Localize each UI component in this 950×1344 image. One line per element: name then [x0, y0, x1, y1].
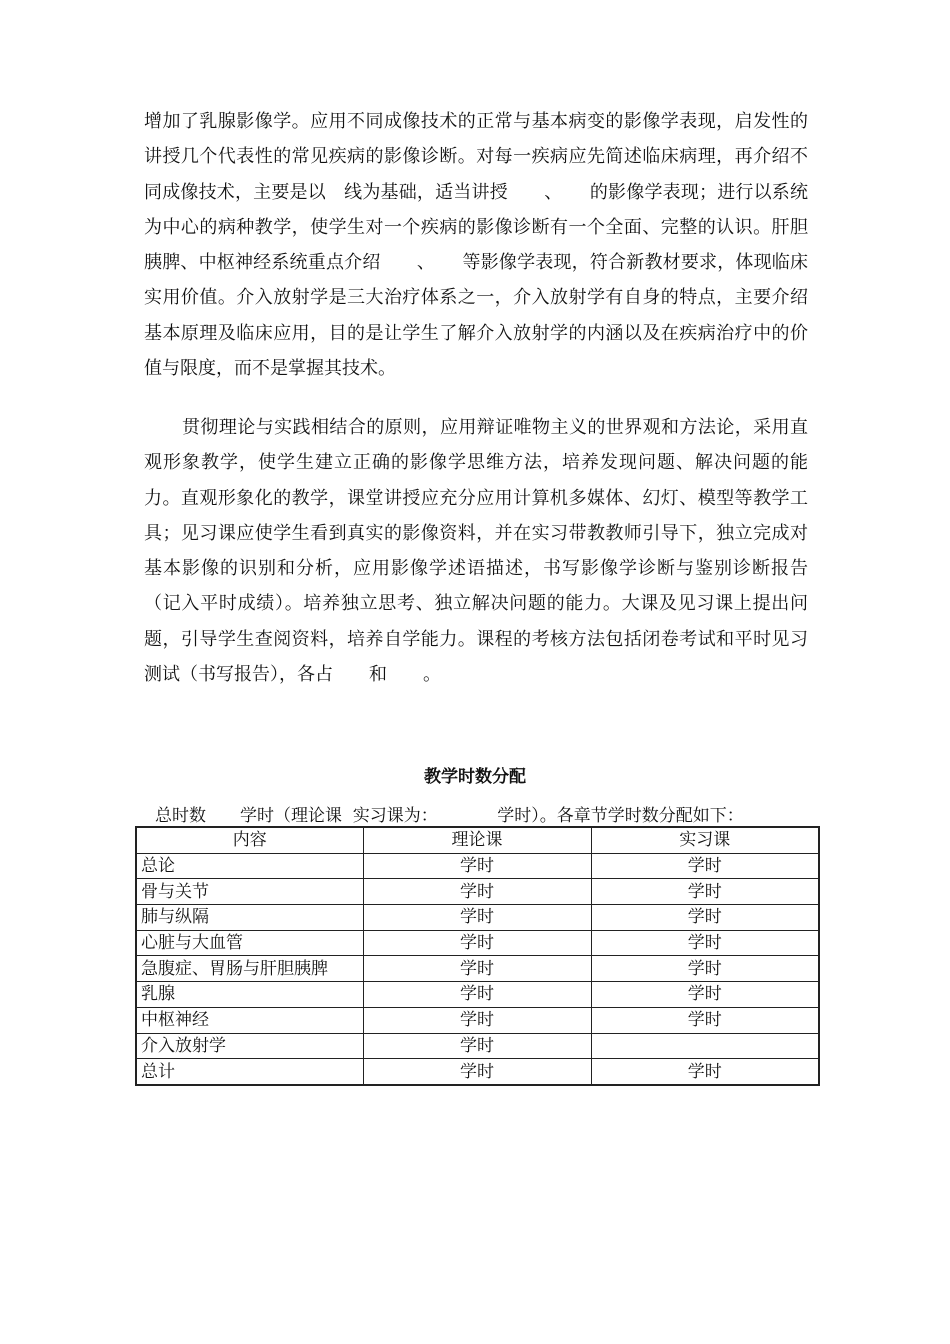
row-theory-hours: 学时 [363, 956, 591, 982]
row-practice-hours [591, 1033, 819, 1059]
total-practice-hours: 学时 [591, 1059, 819, 1085]
table-row [136, 982, 819, 1008]
row-practice-hours: 学时 [591, 905, 819, 931]
table-total-row [136, 1059, 819, 1085]
section-title: 教学时数分配 [424, 767, 526, 787]
header-content: 内容 [136, 827, 363, 853]
table-row [136, 905, 819, 931]
row-theory-hours: 学时 [363, 1007, 591, 1033]
total-label: 总计 [136, 1059, 363, 1085]
row-content: 乳腺 [136, 982, 363, 1008]
row-theory-hours: 学时 [363, 982, 591, 1008]
row-practice-hours: 学时 [591, 1007, 819, 1033]
body-paragraph-1: 增加了乳腺影像学。应用不同成像技术的正常与基本病变的影像学表现，启发性的讲授几个代表性的常见疾病的影像诊断。对每一疾病应先简述临床病理，再介绍不同成像技术，主要是以 线为基础，适当讲授 、 的影像学表现；进行以系统为中心的病种教学，使学生对一个疾病的影像诊断有一个全面、完整的认识。肝胆胰脾、中枢神经系统重点介绍 、 等影像学表现，符合新教材要求，体现临床实用价值。介入放射学是三大治疗体系之一，介入放射学有自身的特点，主要介绍基本原理及临床应用，目的是让学生了解介入放射学的内涵以及在疾病治疗中的价值与限度，而不是掌握其技术。 [144, 111, 808, 380]
row-practice-hours: 学时 [591, 982, 819, 1008]
table-row [136, 879, 819, 905]
row-content: 肺与纵隔 [136, 905, 363, 931]
hours-intro-text: 总时数 学时（理论课 实习课为： 学时）。各章节学时数分配如下： [155, 806, 744, 826]
row-practice-hours: 学时 [591, 879, 819, 905]
table-row [136, 853, 819, 879]
table-row [136, 1007, 819, 1033]
header-theory: 理论课 [363, 827, 591, 853]
table-header-row [136, 827, 819, 853]
row-content: 心脏与大血管 [136, 930, 363, 956]
row-theory-hours: 学时 [363, 905, 591, 931]
body-paragraph-2: 贯彻理论与实践相结合的原则，应用辩证唯物主义的世界观和方法论，采用直观形象教学，使学生建立正确的影像学思维方法，培养发现问题、解决问题的能力。直观形象化的教学，课堂讲授应充分应用计算机多媒体、幻灯、模型等教学工具；见习课应使学生看到真实的影像资料，并在实习带教教师引导下，独立完成对基本影像的识别和分析，应用影像学述语描述，书写影像学诊断与鉴别诊断报告（记入平时成绩）。培养独立思考、独立解决问题的能力。大课及见习课上提出问题，引导学生查阅资料，培养自学能力。课程的考核方法包括闭卷考试和平时见习测试（书写报告），各占 和 。 [144, 417, 808, 686]
table-row [136, 956, 819, 982]
row-theory-hours: 学时 [363, 930, 591, 956]
row-practice-hours: 学时 [591, 853, 819, 879]
row-practice-hours: 学时 [591, 956, 819, 982]
table-row [136, 930, 819, 956]
table-row [136, 1033, 819, 1059]
row-content: 中枢神经 [136, 1007, 363, 1033]
row-practice-hours: 学时 [591, 930, 819, 956]
row-theory-hours: 学时 [363, 853, 591, 879]
total-theory-hours: 学时 [363, 1059, 591, 1085]
row-content: 介入放射学 [136, 1033, 363, 1059]
row-content: 骨与关节 [136, 879, 363, 905]
row-content: 总论 [136, 853, 363, 879]
row-content: 急腹症、胃肠与肝胆胰脾 [136, 956, 363, 982]
row-theory-hours: 学时 [363, 879, 591, 905]
teaching-hours-table [135, 826, 820, 1086]
row-theory-hours: 学时 [363, 1033, 591, 1059]
header-practice: 实习课 [591, 827, 819, 853]
